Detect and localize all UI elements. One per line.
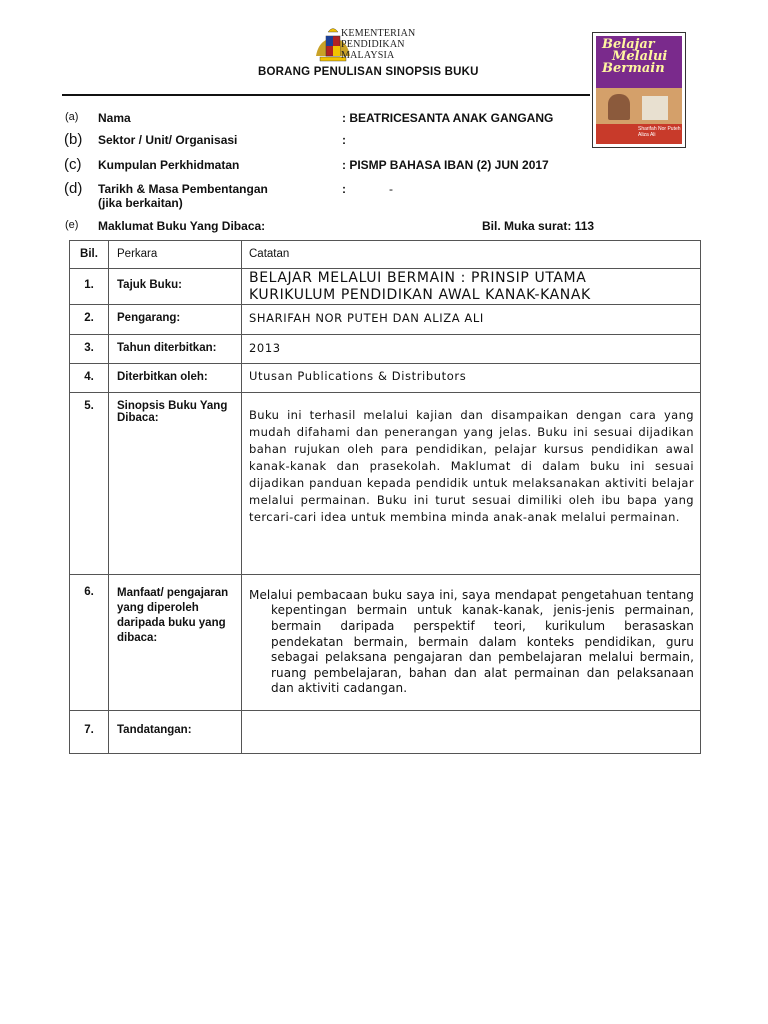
row-2-perkara: Pengarang: xyxy=(109,305,242,334)
row-5-sinopsis: Buku ini terhasil melalui kajian dan disampaikan dengan cara yang mudah difahami dan penerangan yang jelas. Buku ini sesuai dijadikan bahan rujukan oleh para pendidikan, pelajar kursus pendidikan awal kanak-kanak dan prasekolah. Maklumat di dalam buku ini sesuai dijadikan panduan kepada pendidik untuk melaksanakan aktiviti belajar melalui permainan. Buku ini turut sesuai dimiliki oleh ibu bapa yang tercari-cari idea untuk membina minda anak-anak melalui permainan. xyxy=(242,392,701,574)
ministry-name xyxy=(341,28,415,61)
row-6-bil: 6. xyxy=(70,574,109,710)
cover-author-2: Aliza Ali xyxy=(638,132,656,138)
ministry-line-2: PENDIDIKAN xyxy=(341,39,405,50)
book-cover-image xyxy=(592,32,686,148)
row-7-bil: 7. xyxy=(70,710,109,753)
field-nama-value: : BEATRICESANTA ANAK GANGANG xyxy=(342,111,554,125)
field-d-key: (d) xyxy=(64,180,83,197)
table-row xyxy=(70,363,701,392)
signature-field[interactable] xyxy=(242,710,701,753)
row-5-bil: 5. xyxy=(70,392,109,574)
field-nama-label: Nama xyxy=(98,111,131,125)
row-1-title-line-2: KURIKULUM PENDIDIKAN AWAL KANAK-KANAK xyxy=(249,287,591,304)
table-row xyxy=(70,269,701,305)
field-muka-surat: Bil. Muka surat: 113 xyxy=(482,219,595,233)
row-2-pengarang: SHARIFAH NOR PUTEH DAN ALIZA ALI xyxy=(242,305,701,334)
header-divider xyxy=(62,94,590,96)
row-5-perkara: Sinopsis Buku Yang Dibaca: xyxy=(109,392,242,574)
row-4-bil: 4. xyxy=(70,363,109,392)
field-c-key: (c) xyxy=(64,156,82,173)
field-kumpulan-value: : PISMP BAHASA IBAN (2) JUN 2017 xyxy=(342,158,549,172)
table-row xyxy=(70,305,701,334)
table-row xyxy=(70,334,701,363)
cover-title-2: Melalui xyxy=(612,49,668,64)
row-3-bil: 3. xyxy=(70,334,109,363)
header-bil: Bil. xyxy=(70,241,109,269)
row-3-perkara: Tahun diterbitkan: xyxy=(109,334,242,363)
form-title: BORANG PENULISAN SINOPSIS BUKU xyxy=(258,66,479,78)
field-e-key: (e) xyxy=(65,219,79,231)
table-row xyxy=(70,392,701,574)
row-6-perkara: Manfaat/ pengajaran yang diperoleh daripada buku yang dibaca: xyxy=(109,574,242,710)
header-perkara: Perkara xyxy=(109,241,242,269)
table-header-row xyxy=(70,241,701,269)
row-6-manfaat: Melalui pembacaan buku saya ini, saya mendapat pengetahuan tentang kepentingan bermain untuk kanak-kanak, jenis-jenis permainan, bermain daripada perspektif teori, kurikulum berasaskan pendekatan bermain, bermain dalam konteks pendidikan, guru sebagai pelaksana pengajaran dan pembelajaran melalui bermain, ruang pembelajaran, bahan dan alat permainan dan pelaksanaan dan aktiviti cadangan. xyxy=(249,587,694,696)
row-7-perkara: Tandatangan: xyxy=(109,710,242,753)
row-1-perkara: Tajuk Buku: xyxy=(109,269,242,305)
row-1-title-line-1: BELAJAR MELALUI BERMAIN : PRINSIP UTAMA xyxy=(249,270,587,287)
field-tarikh-dash: - xyxy=(389,182,393,196)
ministry-line-3: MALAYSIA xyxy=(341,50,395,61)
field-b-key: (b) xyxy=(64,131,83,148)
row-4-penerbit: Utusan Publications & Distributors xyxy=(242,363,701,392)
ministry-line-1: KEMENTERIAN xyxy=(341,28,416,39)
field-tarikh-value: : xyxy=(342,182,346,196)
field-sektor-value: : xyxy=(342,133,346,147)
field-kumpulan-label: Kumpulan Perkhidmatan xyxy=(98,158,240,172)
row-3-tahun: 2013 xyxy=(242,334,701,363)
row-4-perkara: Diterbitkan oleh: xyxy=(109,363,242,392)
field-maklumat-label: Maklumat Buku Yang Dibaca: xyxy=(98,219,266,233)
synopsis-table xyxy=(69,240,701,754)
row-1-bil: 1. xyxy=(70,269,109,305)
header-catatan: Catatan xyxy=(242,241,701,269)
field-tarikh-label-2: (jika berkaitan) xyxy=(98,196,183,210)
cover-title-1: Belajar xyxy=(602,37,655,52)
table-row xyxy=(70,710,701,753)
row-2-bil: 2. xyxy=(70,305,109,334)
table-row xyxy=(70,574,701,710)
cover-author-1: Sharifah Nor Puteh xyxy=(638,126,681,132)
field-a-key: (a) xyxy=(65,111,79,123)
field-tarikh-label: Tarikh & Masa Pembentangan xyxy=(98,182,268,196)
cover-title-3: Bermain xyxy=(602,61,665,76)
field-sektor-label: Sektor / Unit/ Organisasi xyxy=(98,133,238,147)
